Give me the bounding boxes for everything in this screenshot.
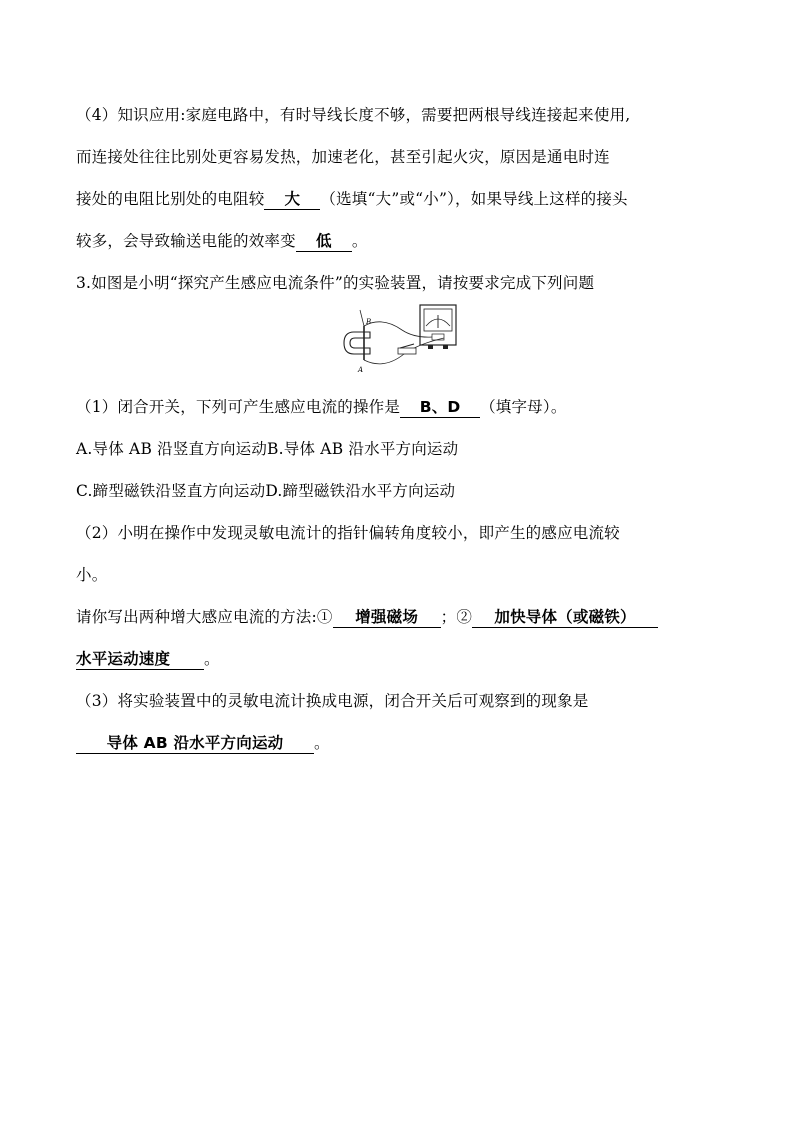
galvanometer-foot-left [428,345,433,349]
answer-blank-4: 增强磁场 [333,608,441,628]
galvanometer-foot-right [443,345,448,349]
answer-blank-5b: 水平运动速度 [76,650,204,670]
q2-4-line1: （4）知识应用:家庭电路中，有时导线长度不够，需要把两根导线连接起来使用, [76,106,631,124]
conductor-stand [360,310,364,326]
q3-p2-end: 。 [204,650,220,668]
experiment-apparatus-figure [342,302,462,376]
answer-blank-1: 大 [264,190,320,210]
answer-blank-2: 低 [296,232,352,252]
horseshoe-magnet [344,332,370,354]
q2-4-line4-pre: 较多，会导致输送电能的效率变 [76,232,296,250]
answer-blank-3: B、D [400,398,480,418]
switch-blade [400,344,414,348]
q3-p2-line1: （2）小明在操作中发现灵敏电流计的指针偏转角度较小，即产生的感应电流较 [76,524,620,542]
label-b: B [366,318,372,326]
q3-p1-post: （填字母）。 [480,398,567,416]
q3-p1 [76,396,567,418]
q2-4-line2: 而连接处往往比别处更容易发热，加速老化，甚至引起火灾，原因是通电时连 [76,148,610,166]
q3-p1-pre: （1）闭合开关，下列可产生感应电流的操作是 [76,398,401,416]
q3-p2-sep: ；② [440,608,473,626]
q2-4-line4 [76,230,368,252]
q3-p2-line2: 小。 [76,566,108,584]
q3-options-cd: C.蹄型磁铁沿竖直方向运动D.蹄型磁铁沿水平方向运动 [76,482,456,500]
q3-p3-end: 。 [314,734,330,752]
q3-options-ab: A.导体 AB 沿竖直方向运动B.导体 AB 沿水平方向运动 [76,440,459,458]
answer-blank-6: 导体 AB 沿水平方向运动 [76,734,314,754]
q3-title: 3.如图是小明“探究产生感应电流条件”的实验装置，请按要求完成下列问题 [76,274,595,292]
q2-4-line4-post: 。 [351,232,368,250]
q2-4-line3 [76,188,628,210]
q3-p3-line1: （3）将实验装置中的灵敏电流计换成电源，闭合开关后可观察到的现象是 [76,692,589,710]
switch-base [398,348,416,354]
q2-4-line3-pre: 接处的电阻比别处的电阻较 [76,190,265,208]
q3-p2-line4 [76,648,220,670]
q2-4-line3-post: （选填“大”或“小”），如果导线上这样的接头 [320,190,628,208]
label-a: A [358,366,364,374]
q3-p3-line2 [76,732,330,754]
q3-p2-line3-pre: 请你写出两种增大感应电流的方法:① [76,608,333,626]
answer-blank-5a: 加快导体（或磁铁） [472,608,658,628]
q3-p2-line3 [76,606,658,628]
